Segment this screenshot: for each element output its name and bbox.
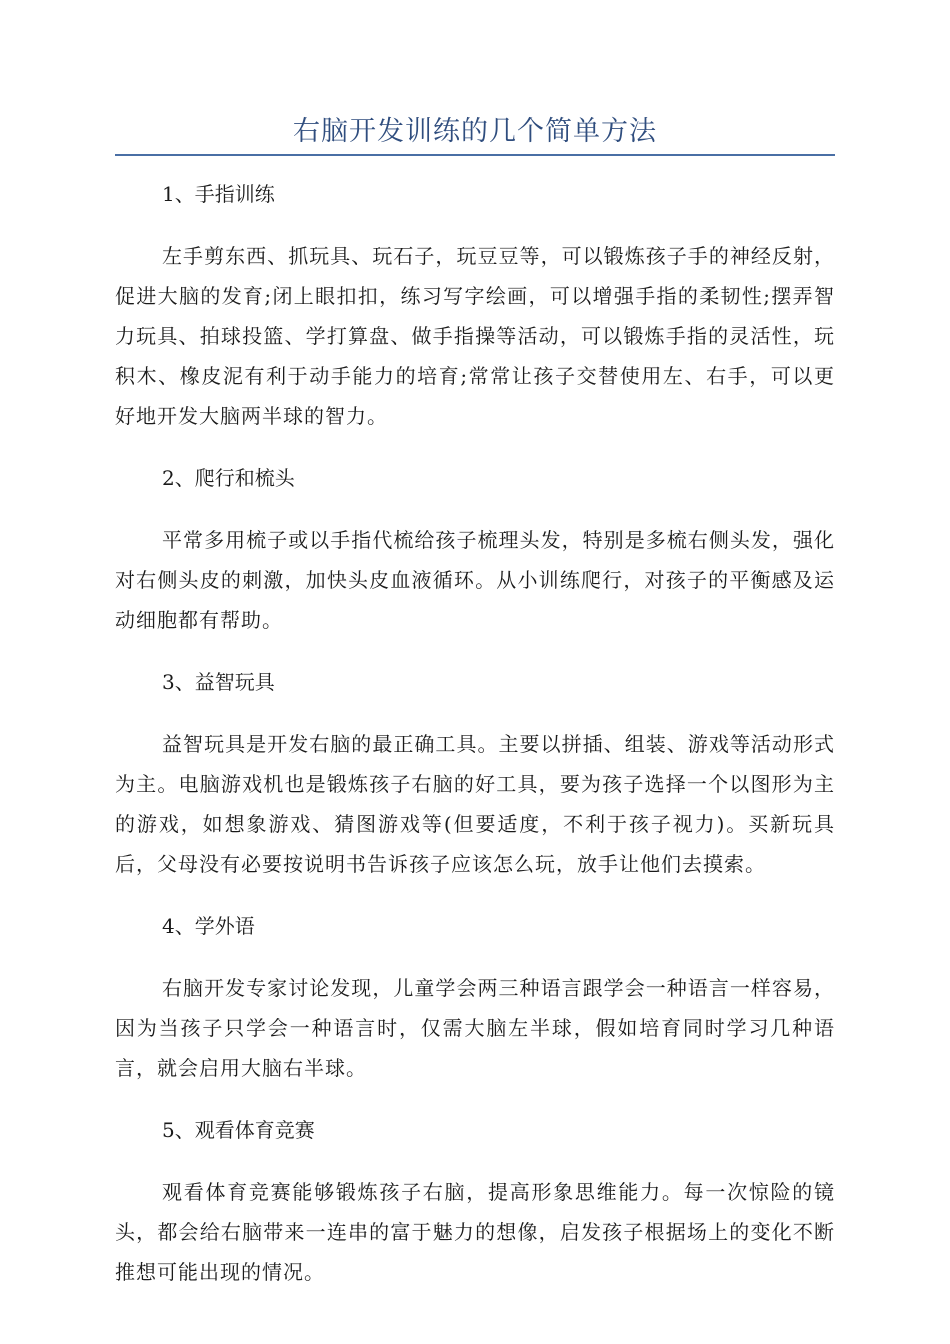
section-heading-2: 2、爬行和梳头: [162, 466, 295, 490]
section-heading-4: 4、学外语: [162, 914, 255, 938]
section-heading-3: 3、益智玩具: [162, 670, 275, 694]
section-heading-5: 5、观看体育竞赛: [162, 1118, 315, 1142]
section-paragraph-1: 左手剪东西、抓玩具、玩石子，玩豆豆等，可以锻炼孩子手的神经反射，促进大脑的发育;闭上眼扣扣，练习写字绘画，可以增强手指的柔韧性;摆弄智力玩具、拍球投篮、学打算盘、做手指操等活动，可以锻炼手指的灵活性，玩积木、橡皮泥有利于动手能力的培育;常常让孩子交替使用左、右手，可以更好地开发大脑两半球的智力。: [115, 244, 835, 428]
document-title: 右脑开发训练的几个简单方法: [293, 116, 657, 147]
title-underline: [115, 154, 835, 156]
section-paragraph-3: 益智玩具是开发右脑的最正确工具。主要以拼插、组装、游戏等活动形式为主。电脑游戏机也是锻炼孩子右脑的好工具，要为孩子选择一个以图形为主的游戏，如想象游戏、猜图游戏等(但要适度，不利于孩子视力)。买新玩具后，父母没有必要按说明书告诉孩子应该怎么玩，放手让他们去摸索。: [115, 732, 835, 876]
document-body: [115, 174, 835, 1292]
section-paragraph-2: 平常多用梳子或以手指代梳给孩子梳理头发，特别是多梳右侧头发，强化对右侧头皮的刺激，加快头皮血液循环。从小训练爬行，对孩子的平衡感及运动细胞都有帮助。: [115, 528, 835, 632]
section-paragraph-4: 右脑开发专家讨论发现，儿童学会两三种语言跟学会一种语言一样容易，因为当孩子只学会一种语言时，仅需大脑左半球，假如培育同时学习几种语言，就会启用大脑右半球。: [115, 976, 835, 1080]
section-heading-1: 1、手指训练: [162, 182, 275, 206]
section-paragraph-5: 观看体育竞赛能够锻炼孩子右脑，提高形象思维能力。每一次惊险的镜头，都会给右脑带来一连串的富于魅力的想像，启发孩子根据场上的变化不断推想可能出现的情况。: [115, 1180, 835, 1284]
